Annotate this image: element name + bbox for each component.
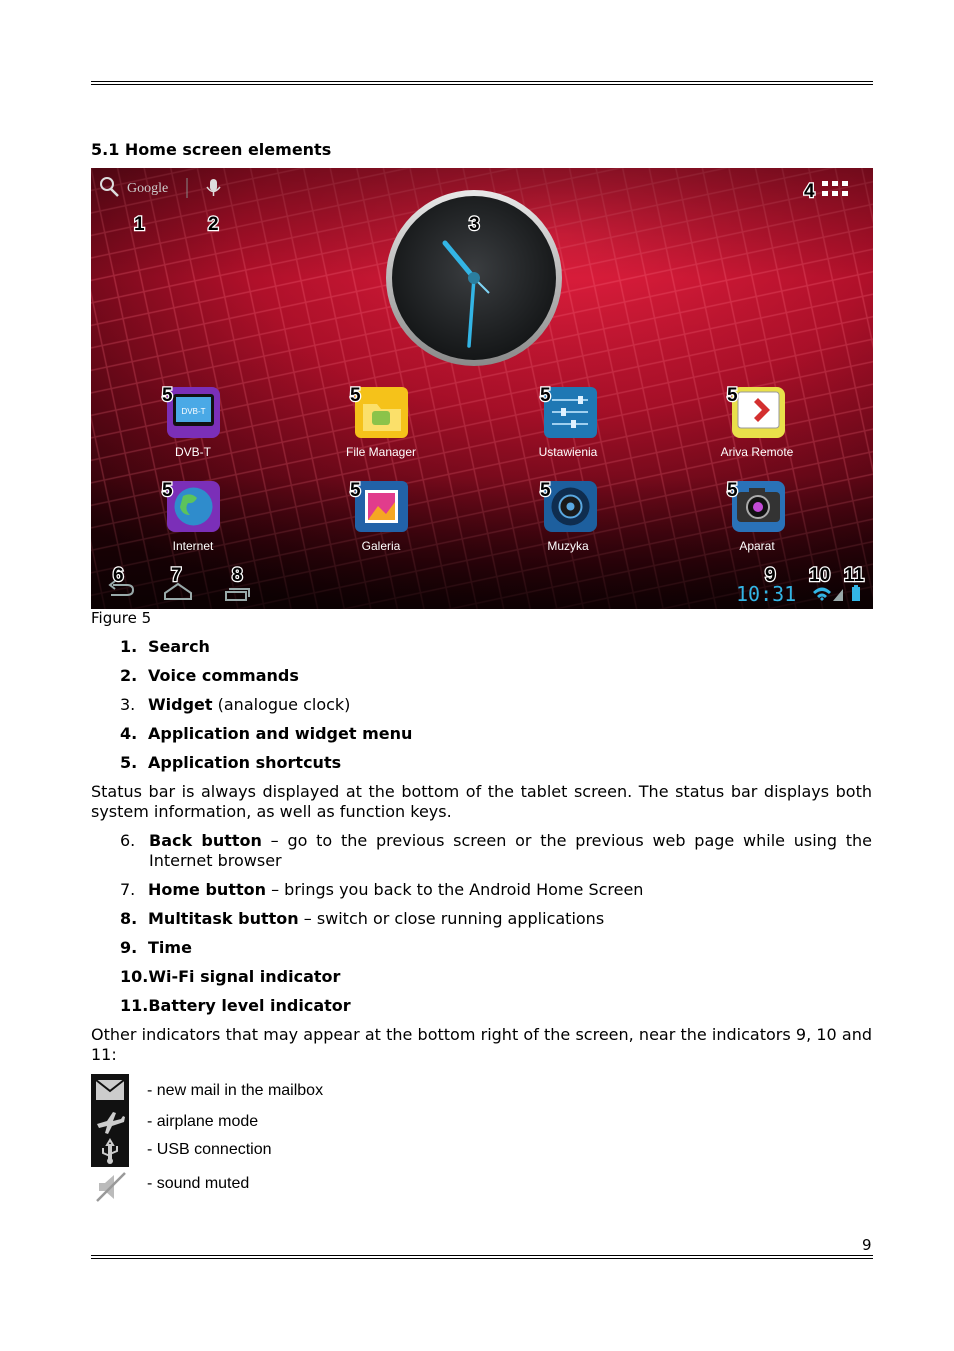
list-number: 6. [120,831,136,850]
list-number: 10. [120,967,149,986]
list-number: 2. [120,666,138,685]
indicator-label-muted: - sound muted [147,1175,250,1192]
annotation-5: 5 [727,480,738,501]
annotation-5: 5 [540,480,551,501]
app-label-aparat: Aparat [739,539,775,553]
list-term: Voice commands [148,666,299,685]
annotation-5: 5 [162,385,173,406]
battery-icon [852,585,860,601]
list-item [120,724,412,744]
list-item [120,938,192,958]
list-number: 11. [120,996,149,1015]
status-time: 10:31 [736,582,797,606]
app-label-internet: Internet [172,539,214,553]
annotation-6: 6 [113,565,124,586]
android-robot-icon [372,411,390,425]
list-item [120,880,643,900]
list-number: 8. [120,909,138,928]
list-item [120,831,872,871]
annotation-5: 5 [540,385,551,406]
list-number: 5. [120,753,138,772]
list-term: Application shortcuts [148,753,342,772]
list-term: Time [148,938,192,957]
figure-caption: Figure 5 [91,609,152,627]
list-item [120,666,299,686]
list-term: Search [148,637,210,656]
list-number: 9. [120,938,138,957]
app-label-ariva-remote: Ariva Remote [720,445,794,459]
footer-rule [91,1255,873,1259]
list-number: 7. [120,880,136,899]
annotation-5: 5 [162,480,173,501]
home-screen-screenshot [91,168,873,609]
list-desc: – brings you back to the Android Home Screen [266,880,644,899]
indicator-label-airplane: - airplane mode [147,1113,259,1130]
usb-icon [91,1136,129,1167]
app-label-dvbt: DVB-T [175,445,211,459]
dvbt-icon-text: DVB-T [181,407,206,416]
app-label-galeria: Galeria [361,539,401,553]
list-term: Application and widget menu [148,724,413,743]
section-heading: 5.1 Home screen elements [91,140,332,159]
mail-icon [91,1074,129,1106]
indicator-label-usb: - USB connection [147,1141,272,1158]
other-indicators-paragraph: Other indicators that may appear at the bottom right of the screen, near the indicators 9, 10 and 11: [91,1025,872,1064]
annotation-3: 3 [469,214,480,235]
annotation-10: 10 [809,565,831,586]
header-rule [91,81,873,85]
annotation-5: 5 [350,480,361,501]
muted-icon [91,1169,129,1205]
list-term: Wi-Fi signal indicator [148,967,341,986]
list-term: Battery level indicator [148,996,351,1015]
indicator-label-mail: - new mail in the mailbox [147,1082,324,1099]
app-shortcut-galeria[interactable] [355,481,408,553]
annotation-9: 9 [765,565,776,586]
annotation-2: 2 [208,214,219,235]
app-label-file-manager: File Manager [345,445,417,459]
search-box-label[interactable]: Google [127,181,169,196]
list-item [120,637,210,657]
list-number: 4. [120,724,138,743]
list-item [120,695,350,715]
list-desc: – switch or close running applications [298,909,605,928]
annotation-7: 7 [171,565,182,586]
annotation-8: 8 [232,565,243,586]
annotation-4: 4 [804,181,815,202]
list-number: 1. [120,637,138,656]
app-label-muzyka: Muzyka [547,539,589,553]
status-bar-paragraph: Status bar is always displayed at the bottom of the tablet screen. The status bar displays both system information, as well as function keys. [91,782,872,821]
page-number: 9 [862,1236,872,1254]
list-item [120,967,340,987]
app-shortcut-internet[interactable] [167,481,220,553]
list-term: Multitask button [148,909,299,928]
list-item [120,996,351,1016]
list-term: Back button [149,831,262,850]
airplane-icon [91,1106,129,1136]
annotation-11: 11 [844,565,865,586]
annotation-1: 1 [134,214,145,235]
list-desc: – go to the previous screen or the previous web page while using the Internet browser [149,831,873,870]
list-desc: (analogue clock) [212,695,351,714]
app-label-ustawienia: Ustawienia [538,445,598,459]
list-number: 3. [120,695,136,714]
list-item [120,753,341,773]
annotation-5: 5 [350,385,361,406]
annotation-5: 5 [727,385,738,406]
list-term: Widget [148,695,213,714]
list-item [120,909,604,929]
list-term: Home button [148,880,266,899]
